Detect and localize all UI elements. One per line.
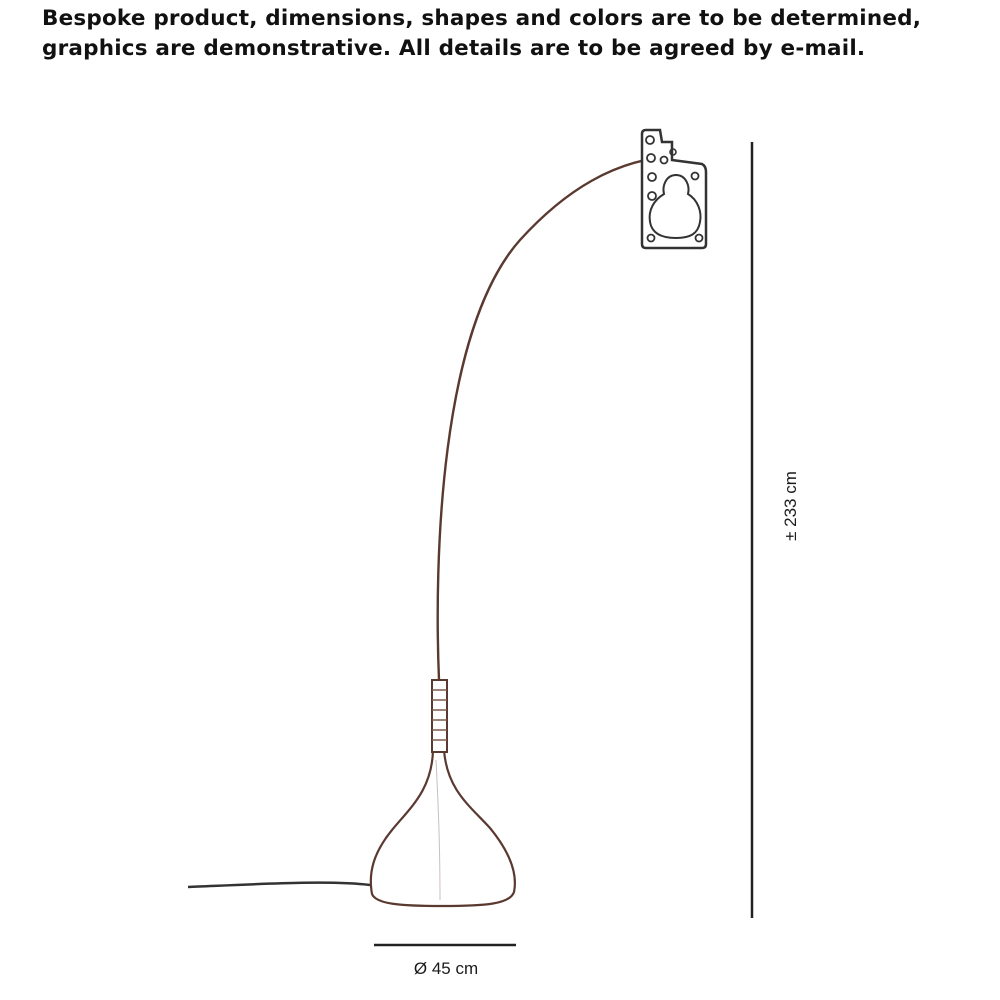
lamp-base: [371, 750, 515, 906]
lamp-head: [642, 130, 706, 248]
diameter-dimension-label: Ø 45 cm: [413, 959, 479, 978]
height-dimension-label: ± 233 cm: [781, 471, 800, 541]
bespoke-note: Bespoke product, dimensions, shapes and colors are to be determined, graphics are demonstrative. All details are to be agreed by e-mail.: [42, 6, 922, 61]
threaded-joint: [432, 680, 447, 752]
lamp-arc-stem: [438, 158, 655, 680]
power-cable: [188, 883, 370, 887]
